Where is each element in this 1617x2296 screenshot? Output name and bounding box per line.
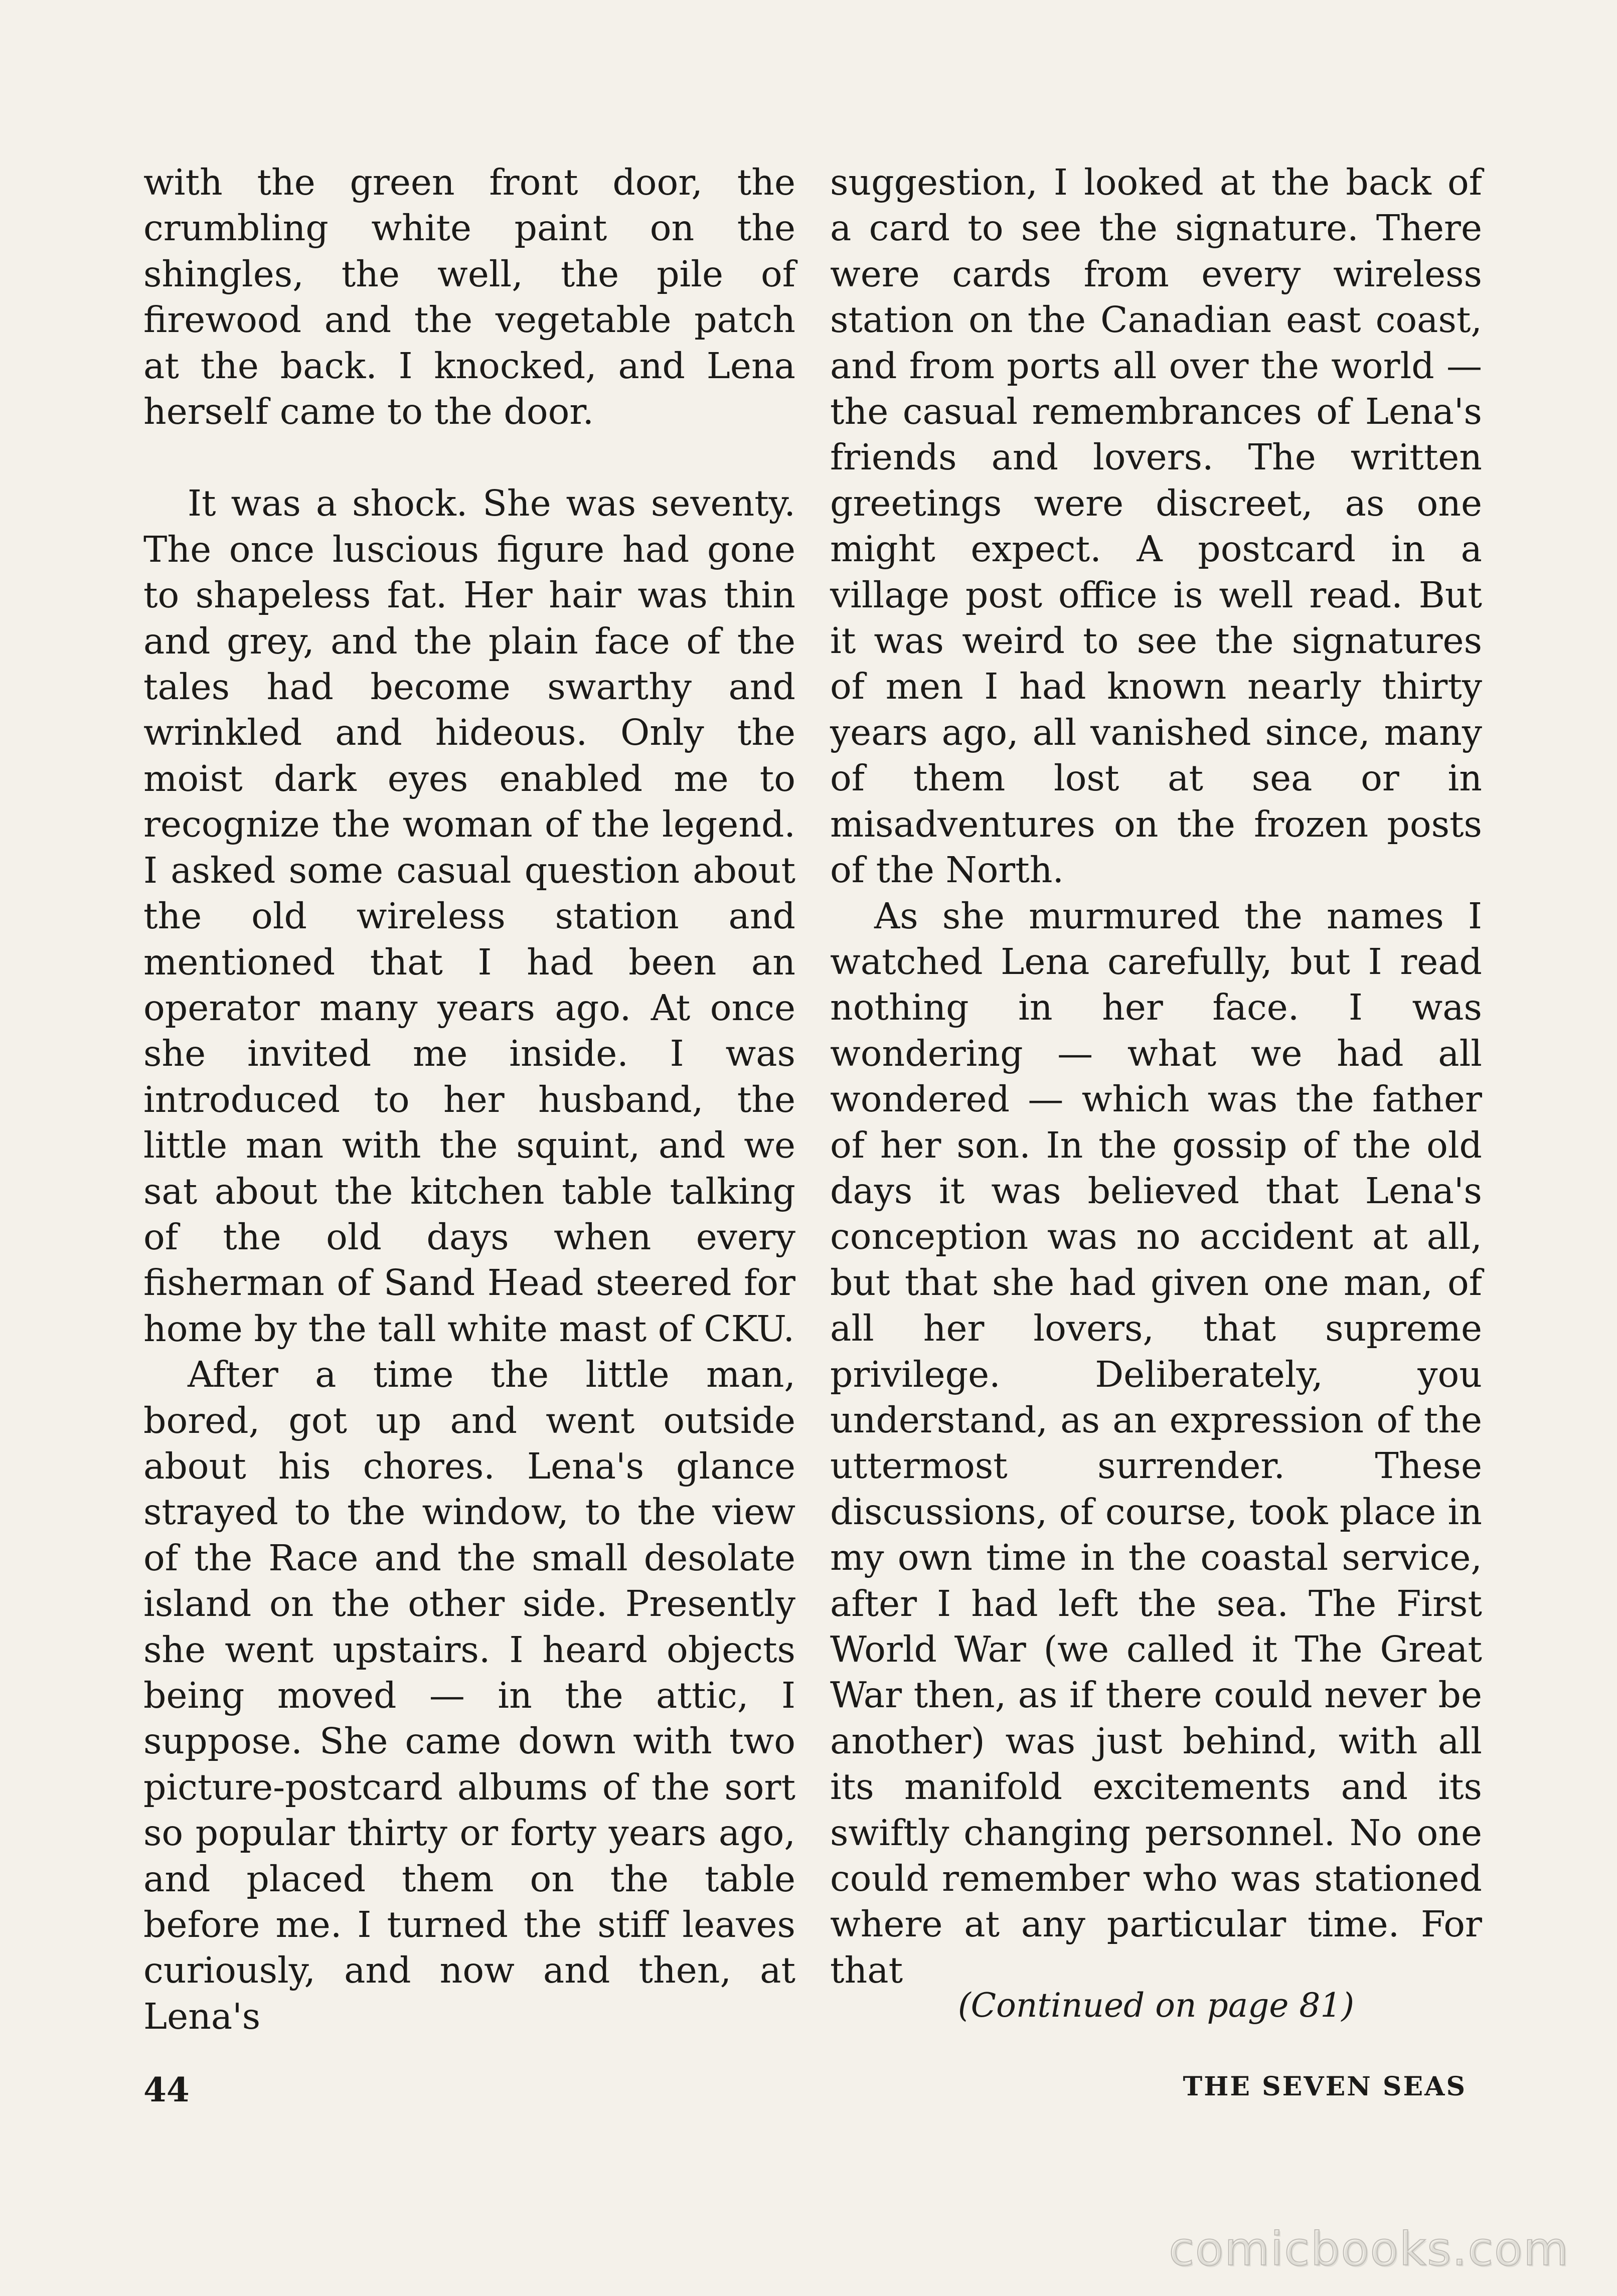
right-column bbox=[830, 159, 1482, 1993]
paragraph: suggestion, I looked at the back of a card to see the signature. There were cards from every wireless station on the Canadian east coast, and from ports all over the world — the casual remembrances of Lena's friends and lovers. The written greetings were discreet, as one might expect. A postcard in a village post office is well read. But it was weird to see the signatures of men I had known nearly thirty years ago, all vanished since, many of them lost at sea or in misadventures on the frozen posts of the North. bbox=[830, 161, 1482, 891]
paragraph: As she murmured the names I watched Lena carefully, but I read nothing in her face. I was wondering — what we had all wondered — which was the father of her son. In the gossip of the old days it was believed that Lena's conception was no accident at all, but that she had given one man, of all her lovers, that supreme privilege. Deliberately, you understand, as an expression of the uttermost surrender. These discussions, of course, took place in my own time in the coastal service, after I had left the sea. The First World War (we called it The Great War then, as if there could never be another) was just behind, with all its manifold excitements and its swiftly changing personnel. No one could remember who was stationed where at any particular time. For that bbox=[830, 895, 1482, 1991]
running-head: THE SEVEN SEAS bbox=[1183, 2071, 1467, 2102]
page-number: 44 bbox=[143, 2070, 190, 2109]
watermark: comicbooks.com bbox=[1169, 2222, 1569, 2276]
paragraph: After a time the little man, bored, got up and went outside about his chores. Lena's glance strayed to the window, to the view of the Race and the small desolate island on the other side. Presently she went upstairs. I heard objects being moved — in the attic, I suppose. She came down with two picture-postcard albums of the sort so popular thirty or forty years ago, and placed them on the table before me. I turned the stiff leaves curiously, and now and then, at Lena's bbox=[143, 1354, 795, 2037]
continued-line: (Continued on page 81) bbox=[957, 1986, 1355, 2025]
paragraph: with the green front door, the crumbling white paint on the shingles, the well, the pile of firewood and the vegetable patch at the back. I knocked, and Lena herself came to the door. bbox=[143, 161, 795, 433]
left-column bbox=[143, 159, 795, 2039]
paragraph: It was a shock. She was seventy. The once luscious figure had gone to shapeless fat. Her hair was thin and grey, and the plain face of the tales had become swarthy and wrinkled and hideous. Only the moist dark eyes enabled me to recognize the woman of the legend. I asked some casual question about the old wireless station and mentioned that I had been an operator many years ago. At once she invited me inside. I was introduced to her husband, the little man with the squint, and we sat about the kitchen table talking of the old days when every fisherman of Sand Head steered for home by the tall white mast of CKU. bbox=[143, 482, 795, 1350]
